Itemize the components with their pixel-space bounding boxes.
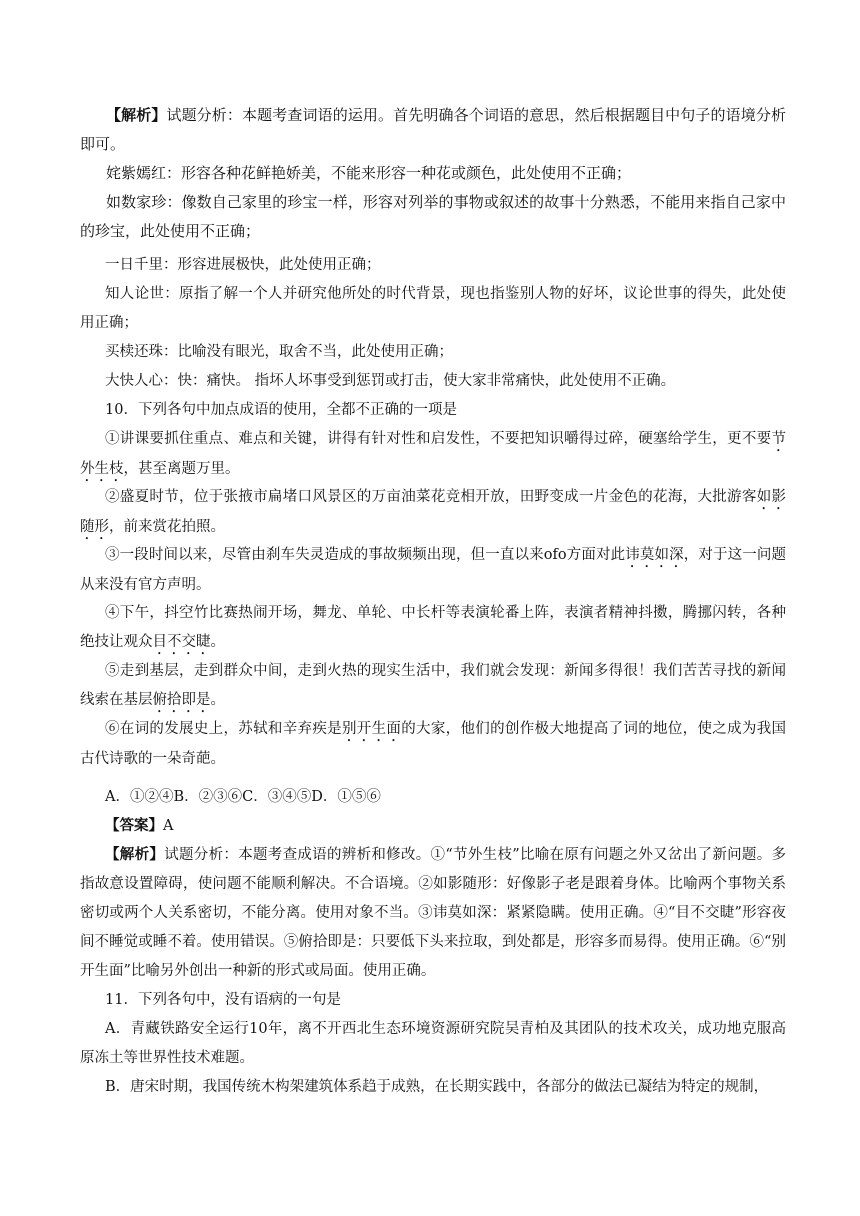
question-10-stem: 10．下列各句中加点成语的使用，全都不正确的一项是 — [105, 402, 457, 418]
answer-value: A — [163, 818, 174, 834]
question-11-option-b: B．唐宋时期，我国传统木构架建筑体系趋于成熟，在长期实践中，各部分的做法已凝结为特定的规制， — [105, 1079, 769, 1095]
analysis-text: 试题分析：本题考查成语的辨析和修改。①“节外生枝”比喻在原有问题之外又岔出了新问题。多指故意设置障碍，使问题不能顺利解决。不合语境。②如影随形：好像影子老是跟着身体。比喻两个事物关系密切或两个人关系密切，不能分离。使用对象不当。③讳莫如深：紧紧隐瞒。使用正确。④“目不交睫”形容夜间不睡觉或睡不着。使用错误。⑤俯拾即是：只要低下头来拉取，到处都是，形容多而易得。使用正确。⑥“别开生面”比喻另外创出一种新的形式或局面。使用正确。 — [80, 847, 787, 979]
explanation-item-6: 大快人心：快：痛快。 指坏人坏事受到惩罚或打击，使大家非常痛快，此处使用不正确。 — [105, 373, 676, 389]
explanation-item-2: 如数家珍：像数自己家里的珍宝一样，形容对列举的事物或叙述的故事十分熟悉，不能用来指自己家中的珍宝，此处使用不正确； — [80, 193, 786, 240]
question-10-sentence-4 — [80, 599, 786, 658]
sentence-text: 。 — [210, 692, 225, 708]
question-10-sentence-6 — [80, 715, 786, 774]
explanation-item-4: 知人论世：原指了解一个人并研究他所处的时代背景，现也指鉴别人物的好坏，议论世事的得失，此处使用正确； — [80, 286, 786, 331]
explanation-item-1: 姹紫嫣红：形容各种花鲜艳娇美，不能来形容一种花或颜色，此处使用不正确； — [106, 164, 632, 182]
dotted-idiom: 节外生枝 — [80, 431, 786, 477]
analysis-text: 试题分析：本题考查词语的运用。首先明确各个词语的意思，然后根据题目中句子的语境分析即可。 — [80, 106, 786, 153]
sentence-text: ③一段时间以来，尽管由刹车失灵造成的事故频频出现，但一直以来ofo方面对此 — [105, 547, 626, 563]
analysis-paragraph-1 — [80, 101, 786, 159]
dotted-idiom: 别开生面 — [341, 721, 402, 737]
sentence-text: 的大家，他们的创作极大地提高了词的地位，使之成为我国古代诗歌的一朵奇葩。 — [80, 721, 787, 767]
question-10-sentence-3 — [80, 541, 786, 600]
question-10-sentence-1 — [80, 425, 786, 485]
sentence-text: ，对于这一问题从来没有官方声明。 — [80, 547, 787, 593]
sentence-text: ②盛夏时节，位于张掖市扁堵口风景区的万亩油菜花竞相开放，田野变成一片金色的花海，大批游客 — [105, 489, 757, 505]
dotted-idiom: 讳莫如深 — [625, 547, 684, 563]
question-10-sentence-5 — [80, 657, 786, 716]
sentence-text: ，甚至离题万里。 — [123, 461, 240, 477]
question-11-option-a: A．青藏铁路安全运行10年，离不开西北生态环境资源研究院吴青柏及其团队的技术攻关，成功地克服高原冻土等世界性技术难题。 — [80, 1021, 786, 1066]
question-10-answer — [80, 812, 786, 841]
sentence-text: ，前来赏花拍照。 — [109, 519, 225, 535]
question-11-stem: 11．下列各句中，没有语病的一句是 — [105, 992, 341, 1008]
sentence-text: ④下午，抖空竹比赛热闹开场，舞龙、单轮、中长杆等表演轮番上阵，表演者精神抖擞，腾挪闪转，各种绝技让观众 — [80, 605, 786, 650]
question-10-analysis — [80, 841, 786, 986]
explanation-item-5: 买椟还珠：比喻没有眼光，取舍不当，此处使用正确； — [105, 344, 453, 360]
question-10-options: A．①②④B．②③⑥C．③④⑤D．①⑤⑥ — [105, 789, 381, 805]
question-10-sentence-2 — [80, 483, 786, 543]
sentence-text: 。 — [210, 634, 225, 650]
analysis-tag: 【解析】 — [106, 106, 167, 124]
dotted-idiom: 如影随形 — [80, 489, 786, 535]
answer-tag: 【答案】 — [105, 818, 163, 834]
dotted-idiom: 目不交睫 — [152, 634, 211, 650]
dotted-idiom: 俯拾即是 — [152, 692, 211, 708]
sentence-text: ⑥在词的发展史上，苏轼和辛弃疾是 — [105, 721, 342, 737]
analysis-tag: 【解析】 — [105, 847, 165, 863]
sentence-text: ⑤走到基层，走到群众中间，走到火热的现实生活中，我们就会发现：新闻多得很！我们苦苦寻找的新闻线索在基层 — [80, 663, 786, 708]
explanation-item-3: 一日千里：形容进展极快，此处使用正确； — [105, 257, 381, 273]
sentence-text: ①讲课要抓住重点、难点和关键，讲得有针对性和启发性，不要把知识嚼得过碎，硬塞给学生，更不要 — [105, 431, 772, 447]
